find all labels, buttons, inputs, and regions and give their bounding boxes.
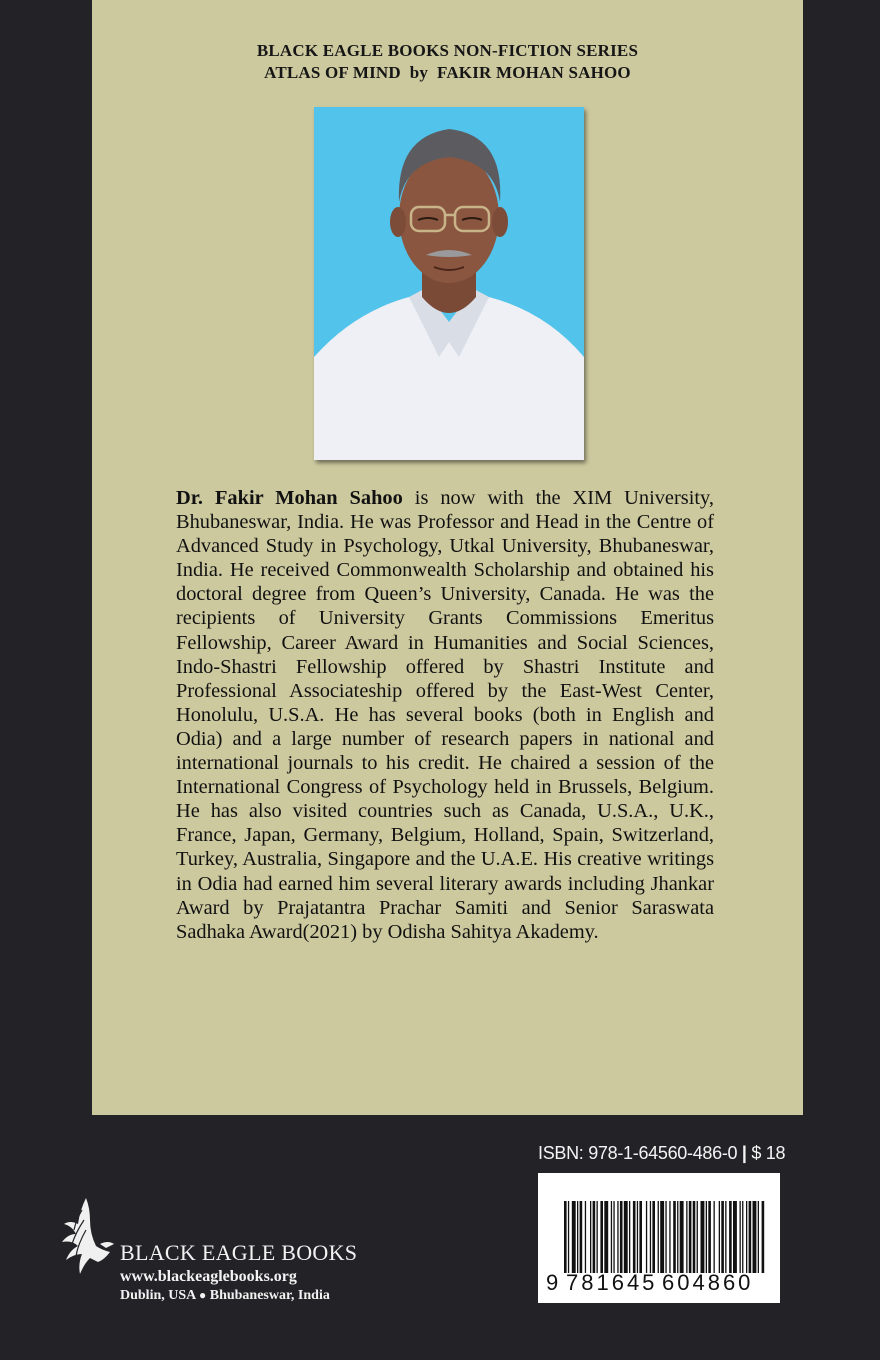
barcode-bar	[677, 1201, 678, 1273]
barcode-bar	[753, 1201, 757, 1273]
barcode-bar	[762, 1201, 765, 1273]
barcode-bar	[646, 1201, 647, 1273]
barcode-bar	[746, 1201, 747, 1273]
barcode-bar	[613, 1201, 614, 1273]
barcode-bar	[633, 1201, 636, 1273]
eagle-icon	[60, 1190, 120, 1290]
barcode-bar	[590, 1201, 591, 1273]
barcode-bar	[568, 1201, 569, 1273]
series-line: BLACK EAGLE BOOKS NON-FICTION SERIES	[256, 41, 639, 60]
barcode-bar	[604, 1201, 608, 1273]
barcode-bar	[693, 1201, 696, 1273]
barcode-bar	[742, 1201, 743, 1273]
barcode-bar	[650, 1201, 651, 1273]
barcode-bar	[617, 1201, 618, 1273]
barcode-bar	[577, 1201, 578, 1273]
barcode-bar	[637, 1201, 638, 1273]
barcode-bar	[611, 1201, 612, 1273]
barcode-bar	[593, 1201, 596, 1273]
bio-text: is now with the XIM University, Bhubaneswar, India. He was Professor and Head in the Centre of Advanced Study in Psychology, Utkal University, Bhubaneswar, India. He received Commonwealth Scholarship and obtained his doctoral degree from Queen’s University, Canada. He was the recipients of University Grants Commissions Emeritus Fellowship, Career Award in Humanities and Social Sciences, Indo-Shastri Fellowship offered by Shastri Institute and Professional Associateship offered by the East-West Center, Honolulu, U.S.A. He has several books (both in English and Odia) and a large number of research papers in national and international journals to his credit. He chaired a session of the International Congress of Psychology held in Brussels, Belgium. He has also visited countries such as Canada, U.S.A., U.K., France, Japan, Germany, Belgium, Holland, Spain, Switzerland, Turkey, Australia, Singapore and the U.A.E. His creative writings in Odia had earned him several literary awards including Jhankar Award by Prajatantra Prachar Samiti and Senior Saraswata Sadhaka Award(2021) by Odisha Sahitya Akademy.	[176, 487, 715, 943]
barcode-bar	[680, 1201, 684, 1273]
publisher-name: BLACK EAGLE BOOKS	[120, 1240, 358, 1265]
location-dublin: Dublin, USA	[120, 1288, 196, 1303]
barcode-bar	[729, 1201, 732, 1273]
author-portrait-icon	[314, 107, 584, 460]
barcode-bar	[689, 1201, 692, 1273]
barcode-bar	[758, 1201, 759, 1273]
author-photo	[314, 107, 584, 460]
title-line: ATLAS OF MIND by FAKIR MOHAN SAHOO	[264, 63, 631, 82]
barcode-bar	[580, 1201, 583, 1273]
barcode-bar	[620, 1201, 623, 1273]
barcode-bar	[669, 1201, 670, 1273]
barcode-bar	[639, 1201, 642, 1273]
barcode-bar	[706, 1201, 707, 1273]
back-cover-panel	[92, 0, 803, 1115]
barcode-bar	[652, 1201, 655, 1273]
barcode-right-group: 604860	[662, 1270, 754, 1295]
barcode-bar	[585, 1201, 586, 1273]
publisher-website: www.blackeaglebooks.org	[120, 1268, 297, 1285]
barcode-bars-icon	[538, 1173, 780, 1273]
barcode-bar	[597, 1201, 598, 1273]
barcode-bar	[572, 1201, 576, 1273]
barcode-bar	[686, 1201, 687, 1273]
barcode-left-group: 781645	[566, 1270, 658, 1295]
barcode-bar	[564, 1201, 567, 1273]
publisher-locations	[120, 1288, 330, 1304]
barcode-bar	[721, 1201, 724, 1273]
barcode-bar	[660, 1201, 664, 1273]
barcode-bar	[624, 1201, 628, 1273]
location-bhubaneswar: Bhubaneswar, India	[209, 1288, 330, 1303]
barcode-bar	[673, 1201, 676, 1273]
isbn-price-line	[538, 1143, 786, 1164]
isbn-separator: |	[737, 1143, 752, 1163]
author-name: Dr. Fakir Mohan Sahoo	[176, 487, 403, 509]
barcode-lead-digit: 9	[546, 1270, 559, 1295]
barcode-bar	[697, 1201, 698, 1273]
barcode-bar	[719, 1201, 720, 1273]
barcode-bar	[740, 1201, 741, 1273]
barcode-bar	[658, 1201, 659, 1273]
isbn-label: ISBN: 978-1-64560-486-0	[538, 1143, 738, 1163]
series-header	[92, 40, 803, 84]
barcode-bar	[733, 1201, 737, 1273]
barcode-bar	[629, 1201, 630, 1273]
barcode-bar	[600, 1201, 603, 1273]
barcode-bar	[708, 1201, 711, 1273]
author-bio	[176, 486, 714, 944]
barcode	[538, 1173, 780, 1303]
location-separator-dot: ●	[198, 1288, 207, 1302]
barcode-bar	[714, 1201, 715, 1273]
price-label: $ 18	[751, 1143, 786, 1163]
barcode-bar	[725, 1201, 726, 1273]
barcode-bar	[701, 1201, 705, 1273]
barcode-bar	[749, 1201, 752, 1273]
barcode-bar	[665, 1201, 666, 1273]
